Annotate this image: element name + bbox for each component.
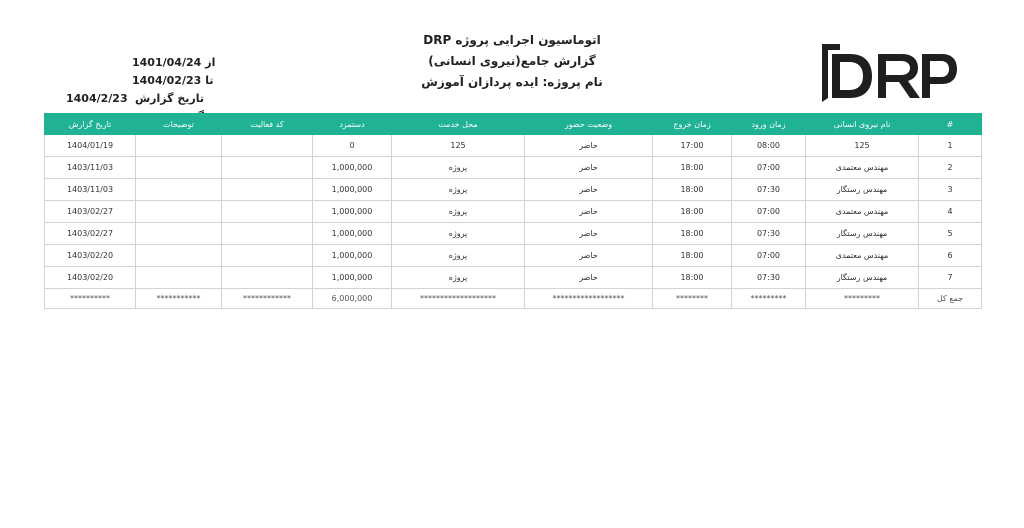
table-cell: 18:00 [653,157,732,179]
table-row [45,135,982,157]
table-cell [222,223,313,245]
table-cell: 1,000,000 [313,223,392,245]
table-row [45,179,982,201]
table-cell [136,267,222,289]
total-row [45,289,982,309]
table-cell: 1403/02/27 [45,223,136,245]
table-cell: 1,000,000 [313,201,392,223]
table-cell: 1,000,000 [313,245,392,267]
to-date: 1404/02/23 [132,74,202,87]
table-cell [222,135,313,157]
table-cell: 125 [392,135,525,157]
from-date-row [132,54,216,72]
table-cell: 6 [919,245,982,267]
column-header[interactable]: محل خدمت [392,114,525,135]
table-cell: 17:00 [653,135,732,157]
column-header[interactable]: زمان ورود [732,114,806,135]
table-cell [222,157,313,179]
table-cell: 07:00 [732,245,806,267]
drp-logo [818,42,958,104]
table-cell: 07:30 [732,179,806,201]
table-cell [222,179,313,201]
report-table [44,113,982,309]
from-date: 1401/04/24 [132,56,202,69]
total-cell: جمع کل [919,289,982,309]
table-row [45,157,982,179]
column-header[interactable]: # [919,114,982,135]
table-cell: 1403/02/20 [45,267,136,289]
table-cell: 1403/02/27 [45,201,136,223]
table-cell: پروژه [392,245,525,267]
table-cell: حاضر [525,135,653,157]
table-cell: 1 [919,135,982,157]
column-header[interactable]: وضعیت حضور [525,114,653,135]
total-cell: ******************* [392,289,525,309]
table-cell: حاضر [525,179,653,201]
table-row [45,245,982,267]
table-cell: پروژه [392,179,525,201]
table-cell [136,179,222,201]
table-cell: 07:30 [732,223,806,245]
report-header [362,30,662,93]
column-header[interactable]: نام نیروی انسانی [806,114,919,135]
column-header[interactable]: زمان خروج [653,114,732,135]
column-header[interactable]: تاریخ گزارش [45,114,136,135]
table-cell [222,245,313,267]
table-cell: پروژه [392,201,525,223]
table-cell: 1,000,000 [313,157,392,179]
total-cell: 6,000,000 [313,289,392,309]
report-date: 1404/2/23 [66,92,128,105]
to-date-row [132,72,214,90]
table-cell [136,201,222,223]
table-cell: مهندس رستگار [806,267,919,289]
table-cell: 18:00 [653,245,732,267]
table-row [45,223,982,245]
report-title: اتوماسیون اجرایی پروژه DRP [423,33,601,47]
table-cell: 07:00 [732,201,806,223]
table-cell: مهندس رستگار [806,179,919,201]
total-cell: ********* [732,289,806,309]
table-cell: 18:00 [653,267,732,289]
table-cell: حاضر [525,245,653,267]
total-cell: ******** [653,289,732,309]
table-cell [136,157,222,179]
table-cell: 7 [919,267,982,289]
table-cell: 2 [919,157,982,179]
table-cell [222,201,313,223]
table-cell: 18:00 [653,179,732,201]
table-cell [222,267,313,289]
table-cell: 125 [806,135,919,157]
to-label: تا [205,74,214,87]
total-cell: ********** [45,289,136,309]
table-cell [136,135,222,157]
column-header[interactable]: کد فعالیت [222,114,313,135]
table-cell [136,223,222,245]
report-subtitle: گزارش جامع(نیروی انسانی) [428,54,596,68]
table-cell: 5 [919,223,982,245]
table-cell: 1404/01/19 [45,135,136,157]
table-cell: 07:00 [732,157,806,179]
table-cell: حاضر [525,223,653,245]
column-header[interactable]: دستمزد [313,114,392,135]
total-cell: ************ [222,289,313,309]
table-cell: پروژه [392,267,525,289]
table-cell: حاضر [525,267,653,289]
table-cell: 08:00 [732,135,806,157]
table-cell: 1,000,000 [313,267,392,289]
table-cell: پروژه [392,157,525,179]
table-cell: 1403/11/03 [45,157,136,179]
table-cell: 0 [313,135,392,157]
table-cell: حاضر [525,157,653,179]
table-cell: حاضر [525,201,653,223]
total-cell: *********** [136,289,222,309]
table-cell: مهندس معتمدی [806,245,919,267]
table-cell: 1403/02/20 [45,245,136,267]
table-cell: پروژه [392,223,525,245]
table-row [45,201,982,223]
column-header[interactable]: توضیحات [136,114,222,135]
table-cell: 3 [919,179,982,201]
table-cell: 18:00 [653,201,732,223]
table-cell: مهندس رستگار [806,223,919,245]
table-cell: 1403/11/03 [45,179,136,201]
from-label: از [205,56,216,69]
table-cell: 1,000,000 [313,179,392,201]
table-row [45,267,982,289]
table-cell: 18:00 [653,223,732,245]
table-header-row [45,114,982,135]
report-date-label: تاریخ گزارش [134,92,204,105]
table-cell [136,245,222,267]
total-cell: ****************** [525,289,653,309]
table-cell: مهندس معتمدی [806,157,919,179]
table-cell: 4 [919,201,982,223]
table-cell: 07:30 [732,267,806,289]
table-cell: مهندس معتمدی [806,201,919,223]
total-cell: ********* [806,289,919,309]
project-name: نام پروژه: ایده پردازان آموزش [421,75,603,89]
